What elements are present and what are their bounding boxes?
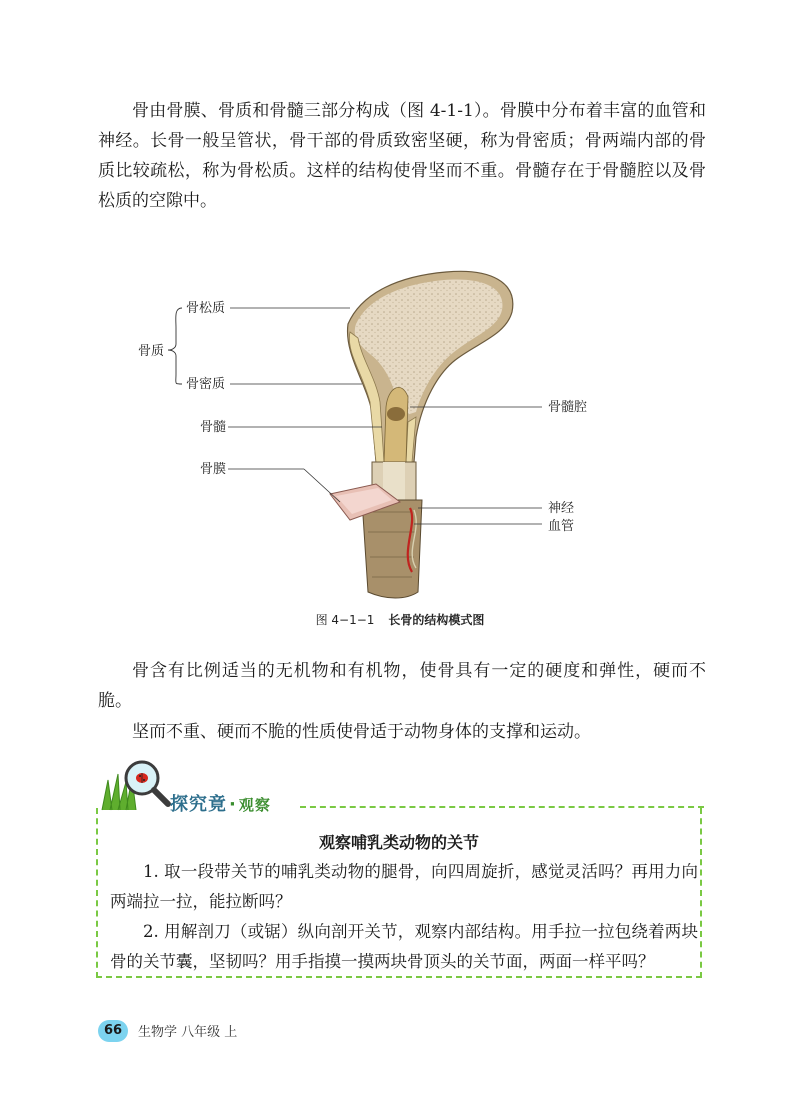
inquiry-step-2: 2. 用解剖刀（或锯）纵向剖开关节，观察内部结构。用手拉一拉包绕着两块骨的关节囊，坚韧吗？用手指摸一摸两块骨顶头的关节面，两面一样平吗？ xyxy=(110,922,698,971)
label-periosteum: 骨膜 xyxy=(200,462,227,477)
marrow-cavity-opening xyxy=(387,407,405,421)
footer-book-title: 生物学 八年级 上 xyxy=(138,1025,238,1040)
paragraph-bone-composition: 骨含有比例适当的无机物和有机物，使骨具有一定的硬度和弹性，硬而不脆。 xyxy=(98,661,706,711)
label-spongy: 骨松质 xyxy=(186,301,226,316)
label-bone-substance: 骨质 xyxy=(138,344,165,359)
caption-number: 图 4−1−1 xyxy=(315,613,375,627)
paragraph-bone-function: 坚而不重、硬而不脆的性质使骨适于动物身体的支撑和运动。 xyxy=(132,722,591,742)
page-number-badge: 66 xyxy=(98,1020,128,1042)
magnifier-ladybug-icon xyxy=(98,752,178,812)
bone-substance-brace xyxy=(168,308,182,384)
long-bone-diagram xyxy=(100,262,700,607)
long-bone-figure xyxy=(100,262,700,607)
inquiry-title: 探究竟 xyxy=(170,794,227,815)
inquiry-separator: · xyxy=(229,794,237,815)
paragraph-bone-structure: 骨由骨膜、骨质和骨髓三部分构成（图 4-1-1）。骨膜中分布着丰富的血管和神经。长骨一般呈管状，骨干部的骨质致密坚硬，称为骨密质；骨两端内部的骨质比较疏松，称为骨松质。这样的结构使骨坚而不重。骨髓存在于骨髓腔以及骨松质的空隙中。 xyxy=(98,101,706,211)
label-compact: 骨密质 xyxy=(186,377,226,392)
figure-caption xyxy=(0,611,800,628)
label-nerve: 神经 xyxy=(548,501,575,516)
inquiry-subtitle: 观察 xyxy=(238,796,271,814)
label-marrow: 骨髓 xyxy=(200,420,227,435)
inquiry-box-title: 观察哺乳类动物的关节 xyxy=(318,833,479,852)
leader-periosteum-2 xyxy=(304,469,340,502)
inquiry-step-1: 1. 取一段带关节的哺乳类动物的腿骨，向四周旋折，感觉灵活吗？再用力向两端拉一拉，能拉断吗？ xyxy=(110,862,698,911)
label-vessel: 血管 xyxy=(548,519,575,534)
label-marrow-cavity: 骨髓腔 xyxy=(548,400,588,415)
caption-title: 长骨的结构模式图 xyxy=(388,613,485,627)
marrow-cavity xyxy=(384,387,408,462)
